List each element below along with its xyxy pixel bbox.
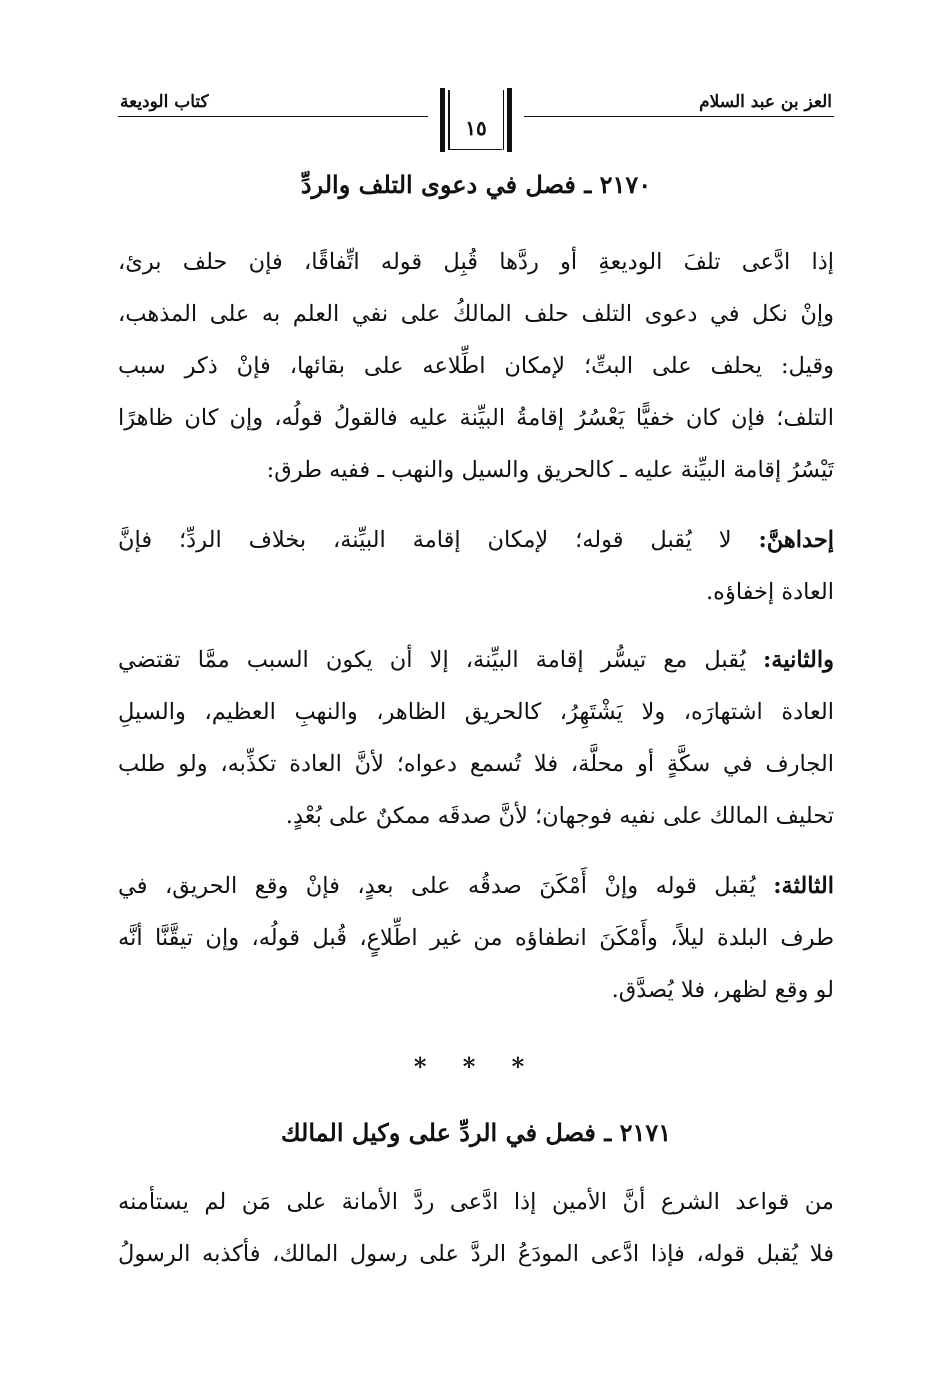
text-line xyxy=(118,514,834,566)
paragraph xyxy=(118,236,834,496)
running-header xyxy=(118,88,834,158)
text-line: الجارف في سكَّةٍ أو محلَّة، فلا تُسمع دعواه؛ لأنَّ العادة تكذِّبه، ولو طلب xyxy=(118,751,834,777)
section-separator: * * * xyxy=(413,1052,539,1081)
text-line xyxy=(118,634,834,686)
text-span: يُقبل قوله وإنْ أَمْكَنَ صدقُه على بعدٍ، فإنْ وقع الحريق، في xyxy=(118,873,756,899)
text-line: تَيْسُرُ إقامة البيِّنة عليه ـ كالحريق والسيل والنهب ـ ففيه طرق: xyxy=(266,457,834,483)
text-line: التلف؛ فإن كان خفيًّا يَعْسُرُ إقامةُ البيِّنة عليه فالقولُ قولُه، وإن كان ظاهرًا xyxy=(118,405,834,431)
text-span: لا يُقبل قوله؛ لإمكان إقامة البيِّنة، بخلاف الردِّ؛ فإنَّ xyxy=(118,527,732,553)
text-span: يُقبل مع تيسُّر إقامة البيِّنة، إلا أن يكون السبب ممَّا تقتضي xyxy=(118,647,746,673)
frame-bottom-line xyxy=(450,149,502,150)
text-line: طرف البلدة ليلاً، وأَمْكَنَ انطفاؤه من غير اطِّلاعٍ، قُبل قولُه، وإن تيقَّنَّا أنَّه xyxy=(118,925,834,951)
paragraph-lead: والثانية: xyxy=(762,647,834,673)
header-rule-left xyxy=(118,116,428,117)
header-book-title: كتاب الوديعة xyxy=(120,92,209,112)
paragraph-lead: إحداهنَّ: xyxy=(758,527,834,553)
book-page xyxy=(118,0,834,1376)
text-line: تحليف المالك على نفيه فوجهان؛ لأنَّ صدقَه ممكنٌ على بُعْدٍ. xyxy=(285,803,834,829)
paragraph xyxy=(118,1176,834,1280)
text-line: لو وقع لظهر، فلا يُصدَّق. xyxy=(611,977,834,1003)
page-number: ١٥ xyxy=(465,116,487,140)
text-line: وقيل: يحلف على البتِّ؛ لإمكان اطِّلاعه على بقائها، فإنْ ذكر سبب xyxy=(118,353,834,379)
header-author: العز بن عبد السلام xyxy=(699,92,832,112)
paragraph-lead: الثالثة: xyxy=(773,873,835,899)
section-title: ٢١٧١ ـ فصل في الردِّ على وكيل المالك xyxy=(280,1118,672,1147)
text-line: من قواعد الشرع أنَّ الأمين إذا ادَّعى ردَّ الأمانة على مَن لم يستأمنه xyxy=(118,1189,834,1215)
header-rule-right xyxy=(524,116,834,117)
text-line: وإنْ نكل في دعوى التلف حلف المالكُ على نفي العلم به على المذهب، xyxy=(118,301,834,327)
page-number-frame xyxy=(438,88,514,152)
section-title: ٢١٧٠ ـ فصل في دعوى التلف والردِّ xyxy=(300,170,652,199)
text-line: العادة اشتهارَه، ولا يَشْتَهِرُ، كالحريق الظاهر، والنهبِ العظيم، والسيلِ xyxy=(118,699,834,725)
text-line: إذا ادَّعى تلفَ الوديعةِ أو ردَّها قُبِل قوله اتِّفاقًا، فإن حلف برئ، xyxy=(118,249,834,275)
text-line: العادة إخفاؤه. xyxy=(706,579,834,605)
paragraph xyxy=(118,860,834,1016)
paragraph xyxy=(118,514,834,618)
text-line: فلا يُقبل قوله، فإذا ادَّعى المودَعُ الردَّ على رسول المالك، فأكذبه الرسولُ xyxy=(118,1241,834,1267)
paragraph xyxy=(118,634,834,842)
text-line xyxy=(118,860,834,912)
